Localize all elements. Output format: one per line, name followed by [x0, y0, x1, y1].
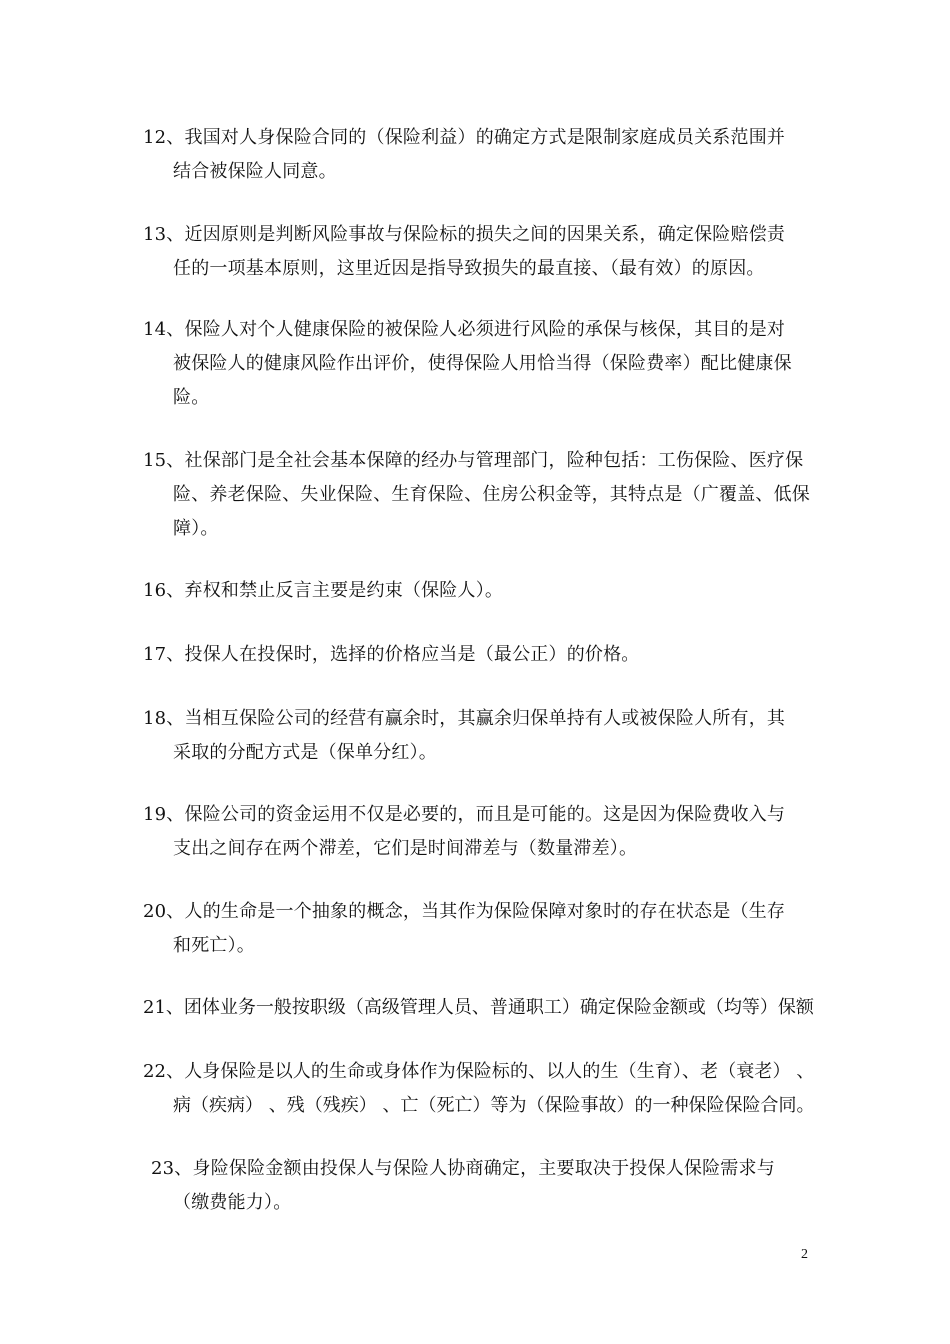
question-14-line-1: 14、保险人对个人健康保险的被保险人必须进行风险的承保与核保，其目的是对: [143, 319, 786, 340]
question-item-22: [143, 1055, 815, 1123]
question-15-line-1: 15、社保部门是全社会基本保障的经办与管理部门，险种包括：工伤保险、医疗保: [143, 450, 804, 471]
question-18-line-1: 18、当相互保险公司的经营有赢余时，其赢余归保单持有人或被保险人所有，其: [143, 708, 786, 729]
question-item-20: [143, 895, 815, 963]
question-23-line-1: 23、身险保险金额由投保人与保险人协商确定，主要取决于投保人保险需求与: [151, 1158, 775, 1179]
question-item-14: [143, 313, 815, 415]
question-item-16: [143, 574, 815, 608]
question-13-line-2: 任的一项基本原则，这里近因是指导致损失的最直接、（最有效）的原因。: [173, 258, 765, 279]
question-item-12: [143, 121, 815, 189]
question-13-line-1: 13、近因原则是判断风险事故与保险标的损失之间的因果关系，确定保险赔偿责: [143, 224, 786, 245]
question-17-line-1: 17、投保人在投保时，选择的价格应当是（最公正）的价格。: [143, 644, 640, 665]
question-21-line-1: 21、团体业务一般按职级（高级管理人员、普通职工）确定保险金额或（均等）保额: [143, 997, 814, 1018]
question-22-line-1: 22、人身保险是以人的生命或身体作为保险标的、以人的生（生育）、老（衰老） 、: [143, 1061, 815, 1082]
question-item-15: [143, 444, 815, 546]
question-16-line-1: 16、弃权和禁止反言主要是约束（保险人）。: [143, 580, 504, 601]
question-14-line-2: 被保险人的健康风险作出评价，使得保险人用恰当得（保险费率）配比健康保: [173, 353, 792, 374]
question-15-line-2: 险、养老保险、失业保险、生育保险、住房公积金等，其特点是（广覆盖、低保: [173, 484, 810, 505]
question-item-13: [143, 218, 815, 286]
question-19-line-1: 19、保险公司的资金运用不仅是必要的，而且是可能的。这是因为保险费收入与: [143, 804, 786, 825]
question-22-line-2: 病（疾病） 、残（残疾） 、亡（死亡）等为（保险事故）的一种保险保险合同。: [173, 1095, 815, 1116]
question-19-line-2: 支出之间存在两个滞差，它们是时间滞差与（数量滞差）。: [173, 838, 638, 859]
question-item-23: [143, 1152, 815, 1220]
question-15-line-3: 障）。: [173, 518, 219, 539]
question-23-line-2: （缴费能力）。: [173, 1192, 292, 1213]
question-18-line-2: 采取的分配方式是（保单分红）。: [173, 742, 437, 763]
question-14-line-3: 险。: [173, 387, 210, 408]
question-12-line-1: 12、我国对人身保险合同的（保险利益）的确定方式是限制家庭成员关系范围并: [143, 127, 786, 148]
question-12-line-2: 结合被保险人同意。: [173, 161, 337, 182]
page-number: 2: [801, 1247, 808, 1262]
question-item-21: [143, 991, 815, 1025]
question-item-17: [143, 638, 815, 672]
question-item-19: [143, 798, 815, 866]
question-item-18: [143, 702, 815, 770]
question-20-line-1: 20、人的生命是一个抽象的概念，当其作为保险保障对象时的存在状态是（生存: [143, 901, 786, 922]
question-20-line-2: 和死亡）。: [173, 935, 255, 956]
